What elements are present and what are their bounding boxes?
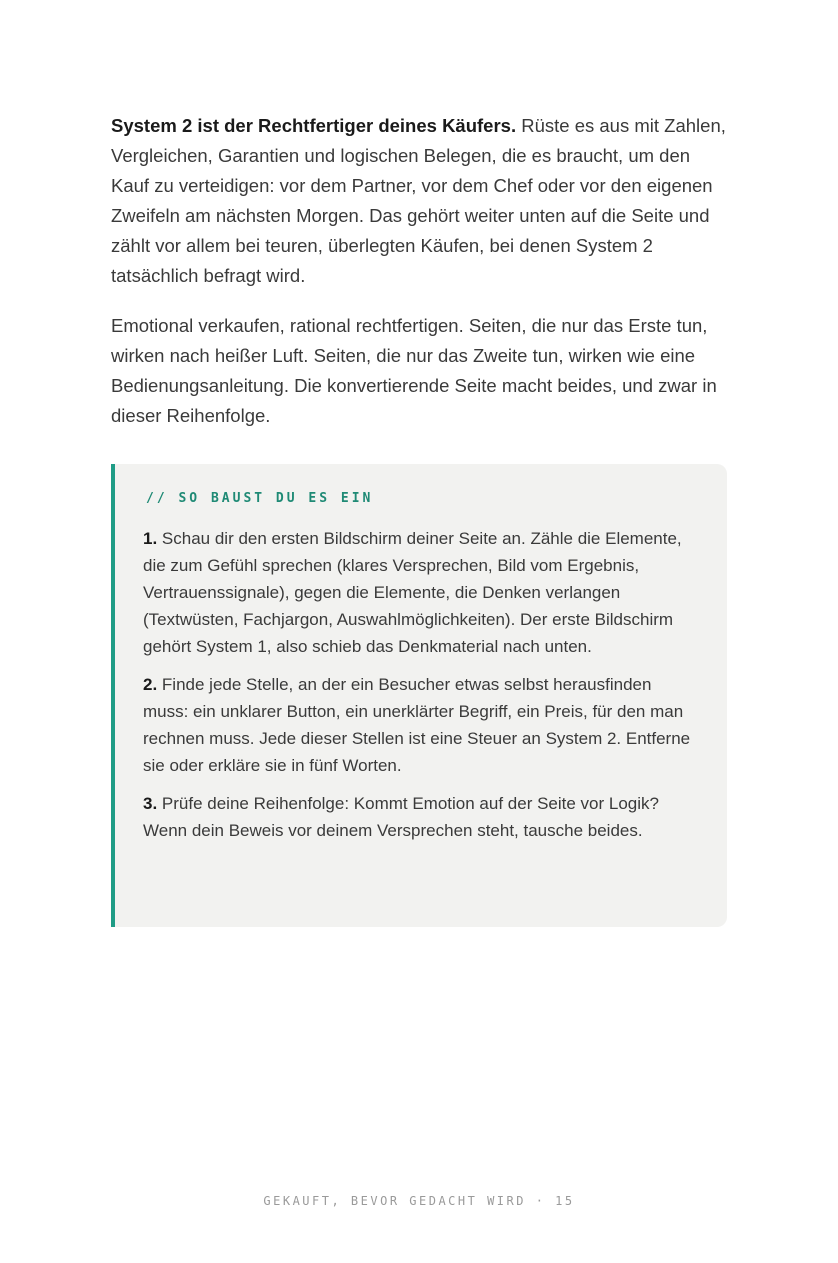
step-text: Schau dir den ersten Bildschirm deiner Seite an. Zähle die Elemente, die zum Gefühl sprechen (klares Versprechen, Bild vom Ergebnis, Vertrauenssignale), gegen die Elemente, die Denken verlangen (Textwüsten, Fachjargon, Auswahlmöglichkeiten). Der erste Bildschirm gehört System 1, also schieb das Denkmaterial nach unten. bbox=[143, 529, 682, 656]
paragraph-text: Rüste es aus mit Zahlen, Vergleichen, Garantien und logischen Belegen, die es braucht, um den Kauf zu verteidigen: vor dem Partner, vor dem Chef oder vor den eigenen Zweifeln am nächsten Morgen. Das gehört weiter unten auf die Seite und zählt vor allem bei teuren, überlegten Käufen, bei denen System 2 tatsächlich befragt wird. bbox=[111, 115, 726, 286]
step-number: 2. bbox=[143, 675, 158, 694]
page-footer: GEKAUFT, BEVOR GEDACHT WIRD · 15 bbox=[263, 1194, 575, 1208]
step-text: Finde jede Stelle, an der ein Besucher etwas selbst herausfinden muss: ein unklarer Button, ein unerklärter Begriff, ein Preis, für den man rechnen muss. Jede dieser Stellen ist eine Steuer an System 2. Entferne sie oder erkläre sie in fünf Worten. bbox=[143, 675, 691, 775]
step-number: 1. bbox=[143, 529, 158, 548]
callout-step-2 bbox=[143, 671, 701, 779]
callout-step-1 bbox=[143, 525, 701, 660]
callout-heading: // SO BAUST DU ES EIN bbox=[146, 491, 374, 506]
paragraph-lead-bold: System 2 ist der Rechtfertiger deines Käufers. bbox=[111, 115, 517, 136]
step-number: 3. bbox=[143, 794, 158, 813]
callout-step-3 bbox=[143, 790, 701, 844]
step-text: Prüfe deine Reihenfolge: Kommt Emotion auf der Seite vor Logik? Wenn dein Beweis vor deinem Versprechen steht, tausche beides. bbox=[143, 794, 659, 840]
body-paragraph-system-2 bbox=[111, 111, 727, 291]
body-paragraph-emotional-rational: Emotional verkaufen, rational rechtfertigen. Seiten, die nur das Erste tun, wirken nach heißer Luft. Seiten, die nur das Zweite tun, wirken wie eine Bedienungsanleitung. Die konvertierende Seite macht beides, und zwar in dieser Reihenfolge. bbox=[111, 315, 717, 426]
main-content bbox=[111, 111, 727, 451]
how-to-callout bbox=[111, 464, 727, 927]
